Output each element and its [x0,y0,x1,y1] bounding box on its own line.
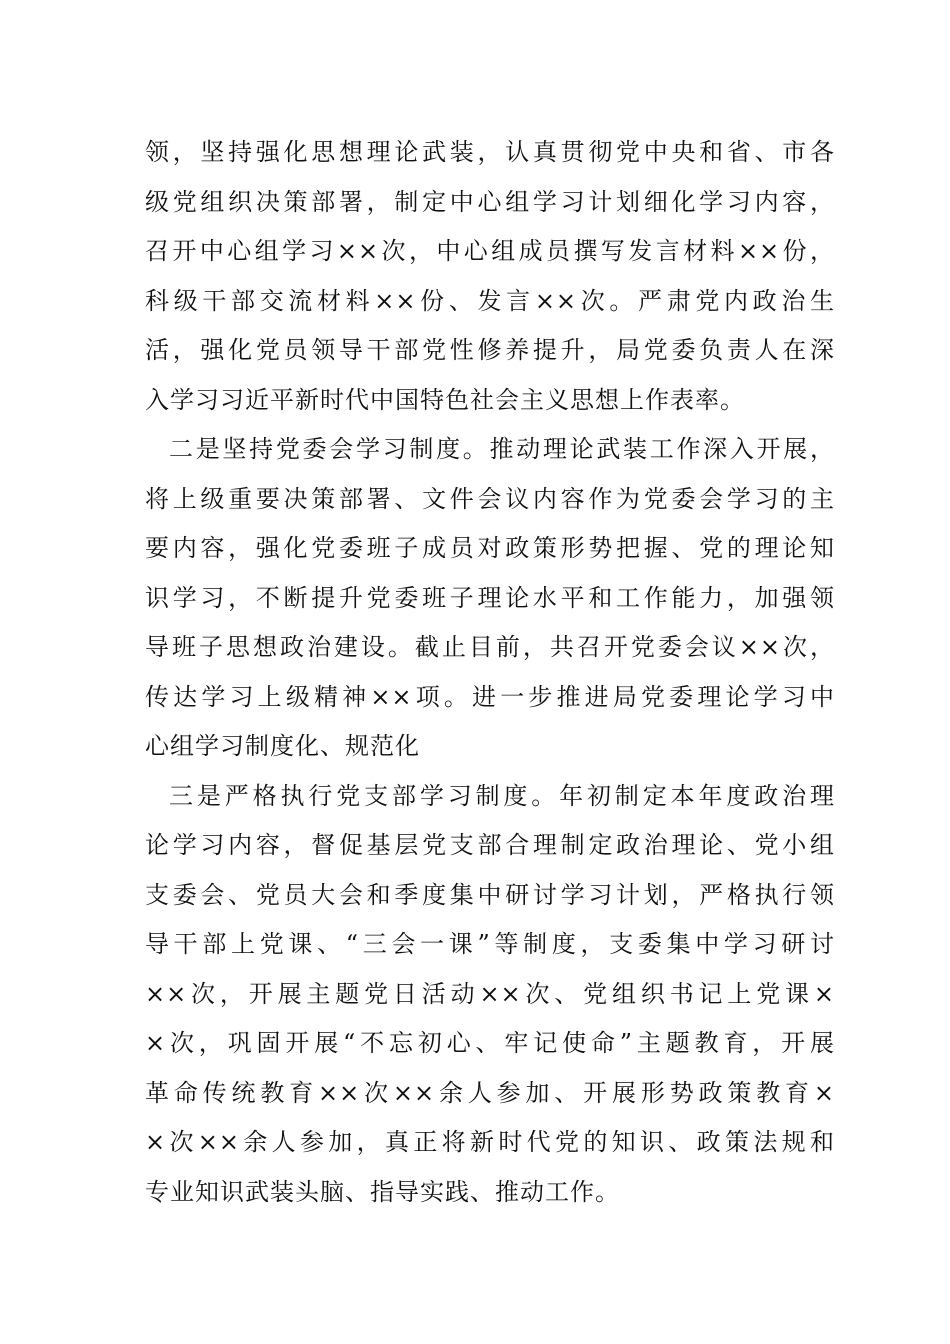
text-line: 活，强化党员领导干部党性修养提升，局党委负责人在深 [145,336,835,364]
text-line: 传达学习上级精神××项。进一步推进局党委理论学习中 [145,682,835,711]
text-line: 入学习习近平新时代中国特色社会主义思想上作表率。 [145,385,745,414]
text-line: 导干部上党课、“三会一课”等制度，支委集中学习研讨 [145,930,835,958]
body-text [145,128,835,1217]
paragraph-2 [145,425,835,772]
text-line: 论学习内容，督促基层党支部合理制定政治理论、党小组 [145,831,835,859]
text-line: 导班子思想政治建设。截止目前，共召开党委会议××次， [145,633,835,661]
text-line: ×次××余人参加，真正将新时代党的知识、政策法规和 [145,1128,835,1156]
text-line: 支委会、党员大会和季度集中研讨学习计划，严格执行领 [145,880,835,909]
text-line: 识学习，不断提升党委班子理论水平和工作能力，加强领 [145,583,835,612]
text-line: 要内容，强化党委班子成员对政策形势把握、党的理论知 [145,534,835,562]
paragraph-1 [145,128,835,425]
text-line: 革命传统教育××次××余人参加、开展形势政策教育× [145,1078,835,1107]
text-line: 专业知识武装头脑、指导实践、推动工作。 [145,1177,620,1206]
text-line: 级党组织决策部署，制定中心组学习计划细化学习内容， [145,187,835,216]
text-line: 召开中心组学习××次，中心组成员撰写发言材料××份， [145,237,835,265]
text-line: ×次，巩固开展“不忘初心、牢记使命”主题教育，开展 [145,1029,835,1057]
text-line: 将上级重要决策部署、文件会议内容作为党委会学习的主 [145,484,835,513]
text-line: 领，坚持强化思想理论武装，认真贯彻党中央和省、市各 [145,138,835,166]
paragraph-3 [145,772,835,1218]
text-line: ××次，开展主题党日活动××次、党组织书记上党课× [145,979,835,1008]
text-line: 科级干部交流材料××份、发言××次。严肃党内政治生 [145,286,835,315]
text-line: 三是严格执行党支部学习制度。年初制定本年度政治理 [169,781,835,810]
text-line: 心组学习制度化、规范化 [145,732,420,760]
text-line: 二是坚持党委会学习制度。推动理论武装工作深入开展， [169,435,835,463]
